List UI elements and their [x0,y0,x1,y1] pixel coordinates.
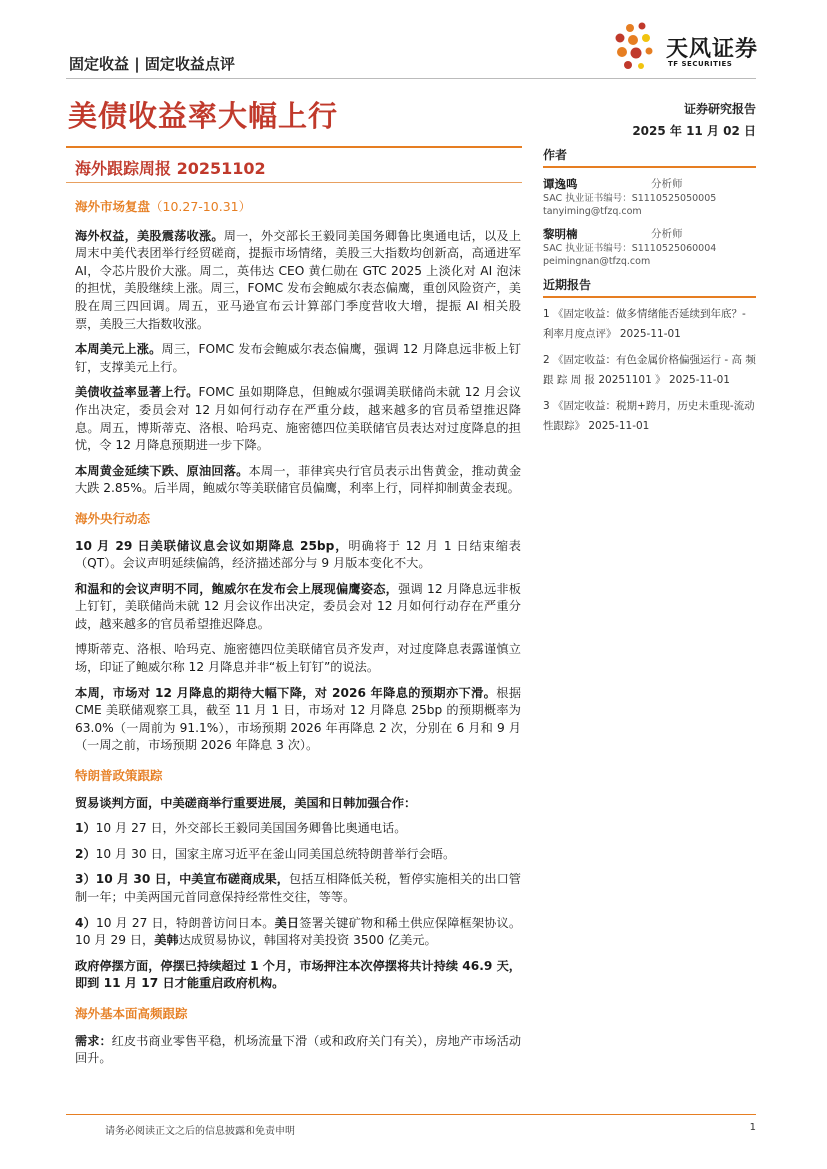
author-panel [543,144,756,268]
report-date: 2025 年 11 月 02 日 [632,124,756,138]
list-item: 2）10 月 30 日，国家主席习近平在釜山同美国总统特朗普举行会晤。 [75,846,456,861]
recent-report-item[interactable]: 2 《固定收益：有色金属价格偏强运行 - 高 频 跟 踪 周 报 20251101 》 2025-11-01 [543,354,756,386]
author-role: 分析师 [651,228,683,240]
recent-reports-panel [543,274,756,436]
author-block [543,226,756,268]
author-cert: SAC 执业证书编号：S1110525050005 [543,193,717,204]
tf-logo-icon [610,20,666,76]
section-heading: 特朗普政策跟踪 [75,768,163,784]
footer-disclaimer: 请务必阅读正文之后的信息披露和免责申明 [105,1126,295,1137]
paragraph: 美债收益率显著上行。FOMC 虽如期降息，但鲍威尔强调美联储尚未就 12 月会议作出决定，委员会对 12 月如何行动存在严重分歧，越来越多的官员希望推迟降息。周五，博斯蒂克、洛根、哈玛克、施密德四位美联储官员表达对过度降息的担忧，令 12 月降息预期进一步下降。 [75,385,522,453]
footer-divider [66,1114,756,1115]
report-type: 证券研究报告 [683,102,756,116]
author-block [543,176,756,218]
recent-report-item[interactable]: 3 《固定收益：税期+跨月，历史未重现-流动性跟踪》 2025-11-01 [543,400,755,432]
list-item: 4）10 月 27 日，特朗普访问日本。美日签署关键矿物和稀土供应保障框架协议。10 月 29 日，美韩达成贸易协议，韩国将对美投资 3500 亿美元。 [75,915,522,948]
author-heading: 作者 [543,144,756,168]
list-item: 1）10 月 27 日，外交部长王毅同美国国务卿鲁比奥通电话。 [75,821,407,836]
author-name: 黎明楠 分析师 [543,227,683,241]
title-underline [66,146,522,148]
author-name: 谭逸鸣 分析师 [543,177,683,191]
main-content [75,198,521,1076]
author-role: 分析师 [651,178,683,190]
recent-heading: 近期报告 [543,274,756,298]
author-email[interactable]: peimingnan@tfzq.com [543,256,651,267]
section-heading: 海外市场复盘（10.27-10.31） [75,199,252,214]
recent-report-item[interactable]: 1 《固定收益：做多情绪能否延续到年底？-利率月度点评》 2025-11-01 [543,308,746,340]
logo-text-cn: 天风证券 [666,37,759,62]
paragraph: 本周黄金延续下跌、原油回落。本周一，菲律宾央行官员表示出售黄金，推动黄金大跌 2.85%。后半周，鲍威尔等美联储官员偏鹰，利率上行，同样抑制黄金表现。 [75,463,522,496]
page-subtitle: 海外跟踪周报 20251102 [75,159,266,178]
paragraph: 贸易谈判方面，中美磋商举行重要进展，美国和日韩加强合作： [75,795,417,810]
paragraph: 需求：红皮书商业零售平稳，机场流量下滑（或和政府关门有关），房地产市场活动回升。 [75,1033,522,1066]
page-number: 1 [749,1122,756,1133]
paragraph: 和温和的会议声明不同，鲍威尔在发布会上展现偏鹰姿态，强调 12 月降息远非板上钉钉，美联储尚未就 12 月会议作出决定，委员会对 12 月如何行动存在严重分歧，越来越多的官员希望推迟降息。 [75,581,521,631]
list-item: 3）10 月 30 日，中美宣布磋商成果，包括互相降低关税，暂停实施相关的出口管制一年；中美两国元首同意保持经常性交往，等等。 [75,872,521,904]
paragraph: 政府停摆方面，停摆已持续超过 1 个月，市场押注本次停摆将共计持续 46.9 天，即到 11 月 17 日才能重启政府机构。 [75,958,521,991]
paragraph: 本周美元上涨。周三，FOMC 发布会鲍威尔表态偏鹰，强调 12 月降息远非板上钉钉，支撑美元上行。 [75,342,521,374]
subtitle-underline [66,182,522,183]
header-divider [66,78,756,79]
page-title: 美债收益率大幅上行 [68,99,339,133]
report-category: 固定收益 | 固定收益点评 [69,55,235,73]
author-email[interactable]: tanyiming@tfzq.com [543,206,642,217]
section-heading: 海外基本面高频跟踪 [75,1005,188,1021]
paragraph: 海外权益，美股震荡收涨。周一，外交部长王毅同美国务卿鲁比奥通电话，以及上周末中美代表团举行经贸磋商，提振市场情绪，美股三大指数均创新高，高通进军 AI，令芯片股价大涨。周二，英伟达 CEO 黄仁勋在 GTC 2025 上淡化对 AI 泡沫的担忧，美股继续上涨。周三，FOMC 发布会鲍威尔表态偏鹰，重创风险资产，美股在周三四回调。周五，亚马逊宣布云计算部门季度营收大增，提振 AI 相关股票，美股三大指数收涨。 [75,228,522,331]
paragraph: 10 月 29 日美联储议息会议如期降息 25bp，明确将于 12 月 1 日结束缩表（QT）。会议声明延续偏鸽，经济描述部分与 9 月版本变化不大。 [75,538,521,571]
logo-text-en: TF SECURITIES [668,60,733,68]
author-cert: SAC 执业证书编号：S1110525060004 [543,243,717,254]
paragraph: 本周，市场对 12 月降息的期待大幅下降，对 2026 年降息的预期亦下滑。根据 CME 美联储观察工具，截至 11 月 1 日，市场对 12 月降息 25bp 的预期概率为 63.0%（一周前为 91.1%），市场预期 2026 年再降息 2 次，分别在 6 月和 9 月（一周之前，市场预期 2026 年降息 3 次）。 [75,685,522,753]
section-heading: 海外央行动态 [75,510,151,526]
paragraph: 博斯蒂克、洛根、哈玛克、施密德四位美联储官员齐发声，对过度降息表露谨慎立场，印证了鲍威尔称 12 月降息并非“板上钉钉”的说法。 [75,642,521,675]
